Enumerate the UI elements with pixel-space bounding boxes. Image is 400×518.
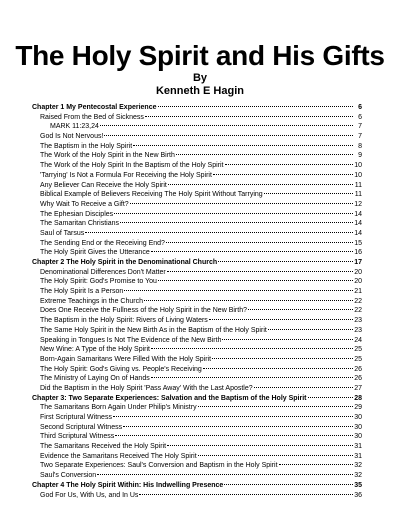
toc-entry-title: Raised From the Bed of Sickness [40,113,144,121]
toc-entry-title: Biblical Example of Believers Receiving The Holy Spirit Without Tarrying [40,191,263,199]
byline-label: By [192,72,208,84]
toc-entry-title: 'Tarrying' Is Not a Formula For Receiving the Holy Spirit [40,171,212,179]
toc-page-number: 16 [354,249,362,257]
toc-entry-title: The Work of the Holy Spirit In the Baptism of the Holy Spirit [40,162,224,170]
toc-entry[interactable] [32,452,362,462]
toc-dot-leader [115,435,353,436]
toc-page-number: 6 [358,113,362,121]
toc-entry-title: Extreme Teachings in the Church [40,297,143,305]
toc-chapter-entry[interactable] [32,394,362,404]
toc-entry[interactable] [32,297,362,307]
toc-entry-title: The Holy Spirit: God's Promise to You [40,278,157,286]
toc-entry[interactable] [32,336,362,346]
author-name: Kenneth E Hagin [155,85,244,97]
toc-entry-title: Denominational Differences Don't Matter [40,268,166,276]
toc-entry[interactable] [32,461,362,471]
toc-entry[interactable] [32,413,362,423]
toc-entry-title: God Is Not Nervous! [40,133,104,141]
toc-entry-title: The Sending End or the Receiving End? [40,239,165,247]
toc-page-number: 9 [358,152,362,160]
toc-dot-leader [248,309,353,310]
toc-page-number: 35 [354,481,362,489]
toc-page-number: 25 [354,355,362,363]
toc-page-number: 20 [354,268,362,276]
toc-dot-leader [224,484,353,485]
toc-dot-leader [268,329,353,330]
toc-page-number: 32 [354,472,362,480]
toc-page-number: 20 [354,278,362,286]
toc-entry-title: Chapter 3: Two Separate Experiences: Salvation and the Baptism of the Holy Spirit [32,394,307,402]
toc-entry-title: The Holy Spirit Is a Person [40,288,124,296]
toc-chapter-entry[interactable] [32,481,362,491]
toc-page-number: 17 [354,259,362,266]
toc-entry[interactable] [32,277,362,287]
toc-dot-leader [114,213,353,214]
toc-entry-title: The Samaritans Received the Holy Spirit [40,443,167,451]
toc-dot-leader [85,232,353,233]
toc-entry-title: The Samaritan Christians [40,220,119,228]
toc-dot-leader [120,222,353,223]
toc-entry[interactable] [32,122,362,132]
toc-entry-title: The Baptism in the Holy Spirit: Rivers of Living Waters [40,317,208,325]
toc-entry[interactable] [32,355,362,365]
toc-dot-leader [213,174,353,175]
toc-page-number: 22 [354,297,362,305]
toc-page-number: 31 [354,443,362,451]
toc-entry[interactable] [32,374,362,384]
toc-entry[interactable] [32,190,362,200]
toc-entry-title: Any Believer Can Receive the Holy Spirit [40,181,167,189]
toc-dot-leader [254,387,353,388]
toc-entry[interactable] [32,432,362,442]
toc-entry[interactable] [32,229,362,239]
toc-dot-leader [222,339,353,340]
toc-dot-leader [139,494,353,495]
toc-page-number: 10 [354,171,362,179]
toc-entry-title: Born-Again Samaritans Were Filled With the Holy Spirit [40,355,212,363]
toc-dot-leader [212,358,353,359]
toc-dot-leader [151,348,353,349]
toc-dot-leader [130,203,353,204]
toc-page-number: 23 [354,326,362,334]
toc-entry[interactable] [32,423,362,433]
toc-entry[interactable] [32,239,362,249]
toc-entry[interactable] [32,113,362,123]
toc-page-number: 11 [354,181,362,189]
toc-page-number: 26 [354,365,362,373]
toc-dot-leader [158,280,353,281]
toc-entry-title: Did the Baptism in the Holy Spirit 'Pass Away' With the Last Apostle? [40,384,253,392]
toc-entry-title: The Holy Spirit Gives the Utterance [40,249,150,257]
toc-dot-leader [176,154,353,155]
toc-page-number: 30 [354,423,362,431]
toc-entry-title: Second Scriptural Witness [40,423,123,431]
toc-dot-leader [113,416,353,417]
toc-entry[interactable] [32,161,362,171]
toc-page-number: 12 [354,200,362,208]
toc-dot-leader [145,116,353,117]
toc-entry[interactable] [32,268,362,278]
toc-page-number: 10 [354,162,362,170]
toc-entry[interactable] [32,219,362,229]
toc-page-number: 26 [354,375,362,383]
toc-page-number: 14 [354,220,362,228]
toc-entry-title: Chapter 1 My Pentecostal Experience [32,104,157,111]
toc-page-number: 30 [354,414,362,421]
toc-entry[interactable] [32,306,362,316]
toc-page-number: 11 [354,191,362,199]
toc-dot-leader [209,319,353,320]
toc-dot-leader [167,271,353,272]
toc-entry-title: Two Separate Experiences: Saul's Conversion and Baptism in the Holy Spirit [40,462,278,470]
toc-entry-title: God For Us, With Us, and In Us [40,491,139,499]
toc-entry-title: Why Wait To Receive a Gift? [40,200,129,208]
toc-dot-leader [279,464,353,465]
toc-entry[interactable] [32,326,362,336]
toc-entry-title: The Baptism in the Holy Spirit [40,142,133,150]
toc-entry[interactable] [32,345,362,355]
toc-page-number: 23 [354,317,362,325]
toc-entry[interactable] [32,171,362,181]
toc-entry-title: Chapter 2 The Holy Spirit in the Denominational Church [32,259,218,266]
toc-dot-leader [104,135,353,136]
toc-entry-title: The Ephesian Disciples [40,210,114,218]
toc-page-number: 28 [354,394,362,402]
toc-entry-title: Third Scriptural Witness [40,433,115,441]
toc-entry-title: Chapter 4 The Holy Spirit Within: His Indwelling Presence [32,481,224,489]
toc-entry[interactable] [32,210,362,220]
toc-dot-leader [151,251,353,252]
toc-dot-leader [97,474,353,475]
toc-entry-title: Evidence the Samaritans Received The Holy Spirit [40,452,197,460]
toc-page-number: 32 [354,462,362,470]
toc-page-number: 29 [354,404,362,412]
toc-entry-title: Does One Receive the Fullness of the Holy Spirit in the New Birth? [40,307,247,315]
toc-dot-leader [203,368,353,369]
toc-page-number: 22 [354,307,362,315]
toc-entry[interactable] [32,316,362,326]
toc-page-number: 31 [354,452,362,460]
toc-page-number: 24 [354,336,362,344]
toc-page-number: 8 [358,142,362,150]
toc-entry-title: The Samaritans Born Again Under Philip's Ministry [40,404,197,412]
toc-entry[interactable] [32,287,362,297]
toc-entry[interactable] [32,471,362,481]
toc-entry-title: The Work of the Holy Spirit in the New Birth [40,152,175,160]
toc-dot-leader [144,300,353,301]
toc-entry-title: Saul's Conversion [40,472,97,480]
toc-entry-title: Speaking in Tongues Is Not The Evidence of the New Birth [40,336,222,344]
toc-entry[interactable] [32,142,362,152]
toc-entry[interactable] [32,200,362,210]
toc-page-number: 36 [354,491,362,499]
toc-dot-leader [198,406,353,407]
toc-dot-leader [133,145,353,146]
document-title: The Holy Spirit and His Gifts [15,40,385,71]
toc-page-number: 21 [354,288,362,296]
toc-entry[interactable] [32,248,362,258]
toc-dot-leader [124,290,353,291]
toc-dot-leader [198,455,353,456]
toc-dot-leader [100,125,353,126]
toc-page-number: 7 [358,133,362,141]
toc-entry-title: The Ministry of Laying On of Hands [40,375,150,383]
toc-page-number: 7 [358,123,362,131]
toc-page-number: 6 [358,104,362,111]
toc-entry[interactable] [32,151,362,161]
toc-page-number: 14 [354,229,362,237]
toc-chapter-entry[interactable] [32,258,362,268]
toc-page-number: 14 [354,210,362,218]
toc-entry-title: The Holy Spirit: God's Giving vs. People's Receiving [40,365,202,373]
toc-entry[interactable] [32,132,362,142]
toc-dot-leader [225,164,353,165]
toc-entry-title: Saul of Tarsus [40,229,85,237]
toc-dot-leader [168,184,353,185]
toc-entry-title: MARK 11:23,24 [50,123,99,131]
toc-entry-title: First Scriptural Witness [40,414,112,421]
table-of-contents [32,103,362,500]
toc-dot-leader [123,426,353,427]
toc-entry[interactable] [32,491,362,501]
toc-chapter-entry[interactable] [32,103,362,113]
toc-dot-leader [151,377,353,378]
toc-entry[interactable] [32,181,362,191]
toc-dot-leader [308,397,354,398]
toc-dot-leader [167,445,353,446]
toc-dot-leader [218,261,353,262]
toc-entry-title: New Wine: A Type of the Holy Spirit [40,346,150,354]
toc-entry[interactable] [32,442,362,452]
toc-dot-leader [158,106,354,107]
toc-dot-leader [166,242,353,243]
toc-page-number: 25 [354,346,362,354]
toc-entry[interactable] [32,384,362,394]
toc-page-number: 27 [354,384,362,392]
toc-entry[interactable] [32,403,362,413]
toc-entry-title: The Same Holy Spirit in the New Birth As in the Baptism of the Holy Spirit [40,326,267,334]
toc-page-number: 15 [354,239,362,247]
toc-dot-leader [264,193,353,194]
toc-page-number: 30 [354,433,362,441]
toc-entry[interactable] [32,365,362,375]
